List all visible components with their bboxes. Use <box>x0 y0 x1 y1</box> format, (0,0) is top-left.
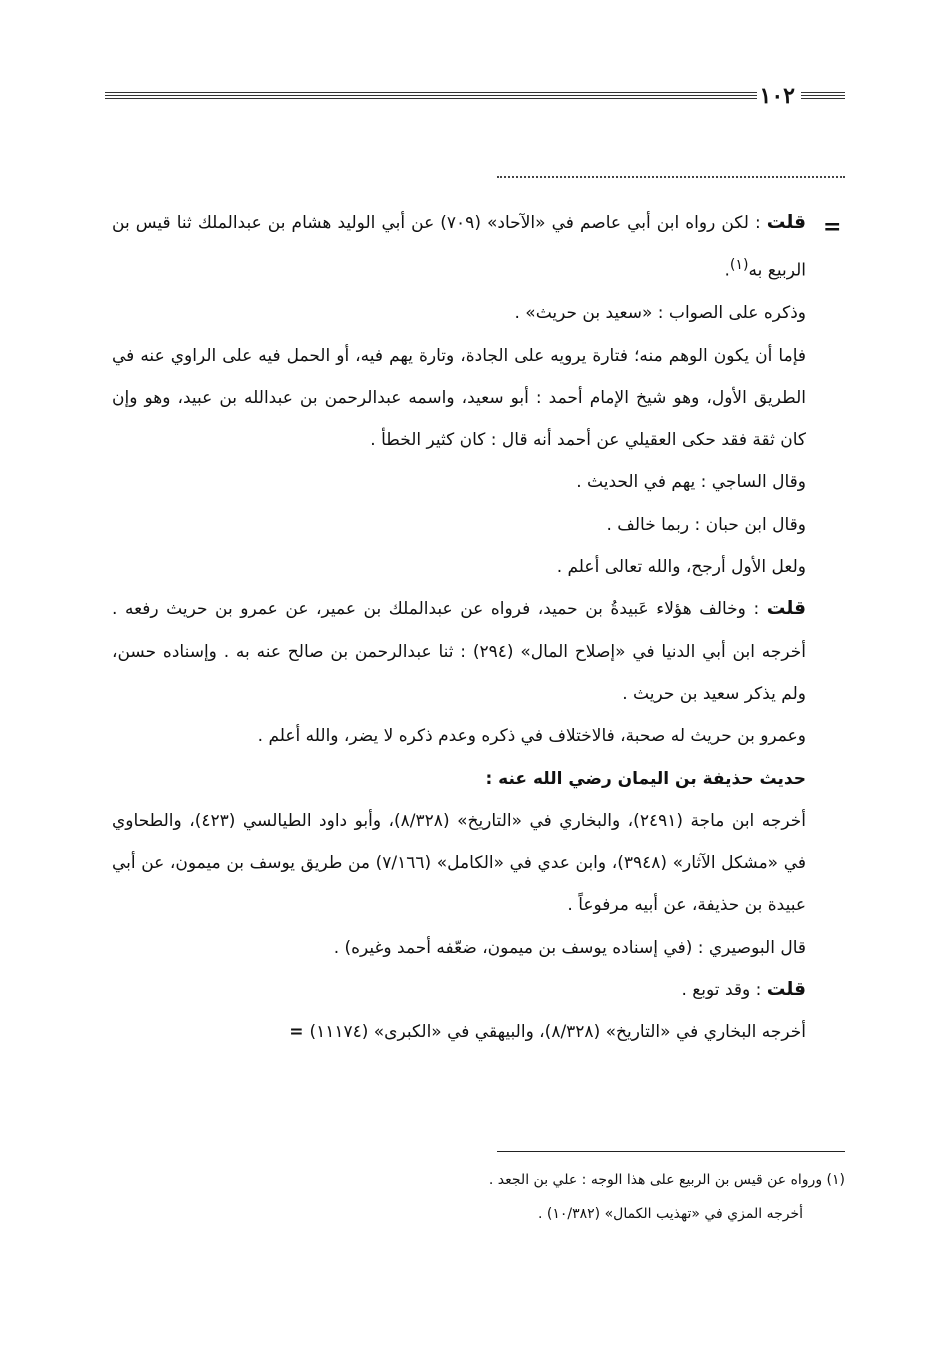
paragraph: ولعل الأول أرجح، والله تعالى أعلم . <box>556 557 806 578</box>
keyword-qult: قلت <box>766 979 806 1000</box>
paragraph: وقال الساجي : يهم في الحديث . <box>576 472 806 493</box>
page-number: ١٠٢ <box>759 83 795 109</box>
paragraph: قال البوصيري : (في إسناده يوسف بن ميمون، ضعّفه أحمد وغيره) . <box>333 937 806 958</box>
paragraph: قلت : لكن رواه ابن أبي عاصم في «الآحاد» (٧٠٩) عن أبي الوليد هشام بن عبدالملك ثنا قيس بن الربيع به$^{(١)}$. <box>112 212 806 281</box>
main-text <box>112 202 806 1054</box>
paragraph: قلت : وقد توبع . <box>681 979 806 1000</box>
footnotes <box>300 1163 845 1231</box>
keyword-qult: قلت <box>766 212 806 233</box>
paragraph: أخرجه ابن ماجة (٢٤٩١)، والبخاري في «التاريخ» (٨/٣٢٨)، وأبو داود الطيالسي (٤٢٣)، والطحاوي في «مشكل الآثار» (٣٩٤٨)، وابن عدي في «الكامل» (٧/١٦٦) من طريق يوسف بن ميمون، عن أبي عبيدة بن حذيفة، عن أبيه مرفوعاً . <box>112 810 806 916</box>
footnote-continuation: أخرجه المزي في «تهذيب الكمال» (١٠/٣٨٢) . <box>537 1206 803 1222</box>
dotted-separator <box>497 176 845 178</box>
continuation-mark: = <box>823 214 842 240</box>
section-heading: حديث حذيفة بن اليمان رضي الله عنه : <box>485 768 806 789</box>
footnote: (١) ورواه عن قيس بن الربيع على هذا الوجه : علي بن الجعد . <box>488 1172 845 1188</box>
paragraph: أخرجه البخاري في «التاريخ» (٨/٣٢٨)، والبيهقي في «الكبرى» (١١١٧٤) = <box>289 1022 806 1043</box>
header-rule <box>105 92 757 101</box>
header-rule-right <box>801 92 845 101</box>
paragraph: فإما أن يكون الوهم منه؛ فتارة يرويه على الجادة، وتارة يهم فيه، أو الحمل فيه على الراوي عنه في الطريق الأول، وهو شيخ الإمام أحمد : أبو سعيد، واسمه عبدالرحمن بن عبدالله بن عبيد، وهو وإن كان ثقة فقد حكى العقيلي عن أحمد أنه قال : كان كثير الخطأ . <box>112 345 806 451</box>
keyword-qult: قلت <box>766 598 806 620</box>
paragraph: قلت : وخالف هؤلاء عَبيدةُ بن حميد، فرواه عن عبدالملك بن عمير، عن عمرو بن حريث رفعه . أخرجه ابن أبي الدنيا في «إصلاح المال» (٢٩٤) : ثنا عبدالرحمن بن صالح عنه به . وإسناده حسن، ولم يذكر سعيد بن حريث . <box>112 598 807 704</box>
paragraph: وقال ابن حبان : ربما خالف . <box>606 514 806 535</box>
paragraph: وعمرو بن حريث له صحبة، فالاختلاف في ذكره وعدم ذكره لا يضر، والله أعلم . <box>257 726 806 747</box>
paragraph: وذكره على الصواب : «سعيد بن حريث» . <box>514 303 806 324</box>
page-header <box>105 83 845 112</box>
continuation-mark-end: = <box>289 1022 310 1043</box>
footnote-rule <box>497 1151 845 1152</box>
footnote-ref[interactable]: (١) <box>729 257 749 274</box>
